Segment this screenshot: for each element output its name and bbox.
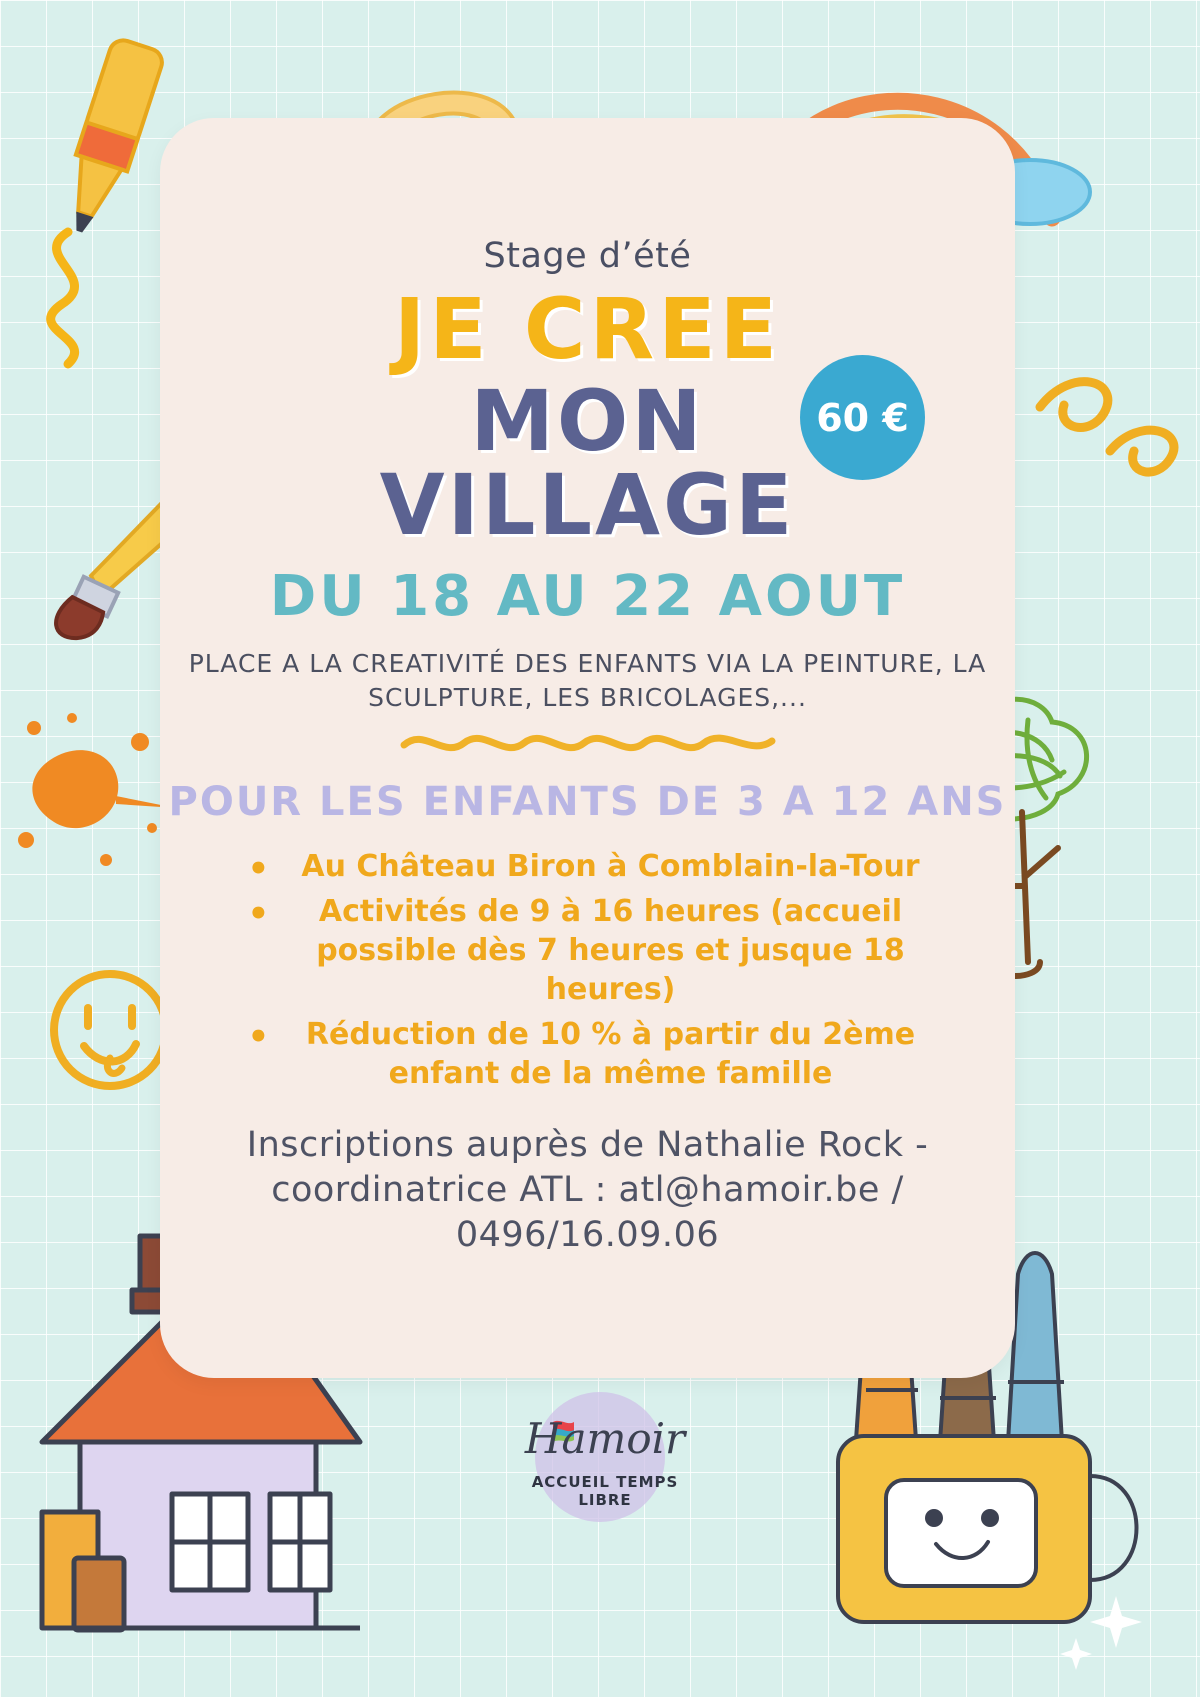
bullet-list: [238, 847, 938, 1093]
logo-block: [505, 1400, 705, 1509]
squiggle-icon: [398, 729, 778, 759]
logo-tagline: ACCUEIL TEMPS LIBRE: [531, 1473, 679, 1509]
description-text: PLACE A LA CREATIVITÉ DES ENFANTS VIA LA PEINTURE, LA SCULPTURE, LES BRICOLAGES,...: [188, 649, 987, 713]
poster-content: [160, 118, 1015, 1378]
title-line-2: MON: [470, 371, 705, 470]
eyebrow-text: Stage d’été: [483, 236, 692, 276]
yellow-spiral-icon: [1030, 355, 1190, 495]
logo-name: Hamoir: [524, 1414, 686, 1463]
dates-text: DU 18 AU 22 AOUT: [269, 564, 906, 630]
list-item: • Réduction de 10 % à partir du 2ème enfant de la même famille: [238, 1015, 938, 1093]
title-line-1: JE CREE: [394, 280, 781, 378]
price-badge: 60 €: [800, 355, 925, 480]
contact-text: Inscriptions auprès de Nathalie Rock - coordinatrice ATL : atl@hamoir.be / 0496/16.09.06: [246, 1124, 929, 1255]
smiley-face-icon: [40, 960, 180, 1100]
list-item: • Au Château Biron à Comblain-la-Tour: [238, 847, 938, 886]
age-range-text: POUR LES ENFANTS DE 3 A 12 ANS: [168, 778, 1007, 825]
title-line-3: VILLAGE: [379, 456, 796, 555]
list-item: • Activités de 9 à 16 heures (accueil possible dès 7 heures et jusque 18 heures): [238, 892, 938, 1009]
